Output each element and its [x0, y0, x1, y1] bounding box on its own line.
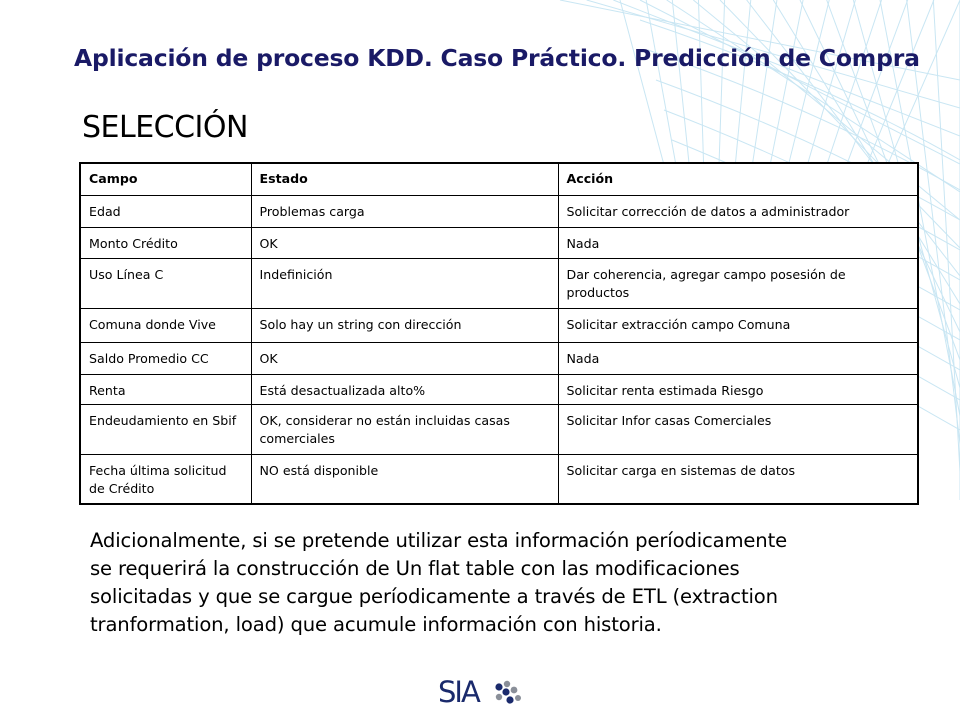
cell-estado: Problemas carga: [251, 195, 558, 227]
header-campo: Campo: [80, 163, 251, 195]
paragraph-line: Adicionalmente, si se pretende utilizar esta información períodicamente: [90, 529, 788, 552]
table-header-row: [80, 163, 918, 195]
cell-campo: Uso Línea C: [80, 258, 251, 308]
table-row: [80, 454, 918, 504]
cell-campo: Saldo Promedio CC: [80, 342, 251, 374]
table-row: [80, 374, 918, 404]
slide-title: Aplicación de proceso KDD. Caso Práctico. Predicción de Compra: [74, 44, 920, 72]
cell-accion: Solicitar extracción campo Comuna: [558, 308, 918, 342]
table-row: [80, 258, 918, 308]
cell-campo: Fecha última solicitud de Crédito: [80, 454, 251, 504]
table-row: [80, 308, 918, 342]
paragraph-line: solicitadas y que se cargue períodicamente a través de ETL (extraction: [90, 585, 778, 608]
cell-estado: OK: [251, 342, 558, 374]
selection-table: [79, 162, 919, 505]
cell-estado: OK: [251, 227, 558, 258]
cell-estado: Solo hay un string con dirección: [251, 308, 558, 342]
cell-campo: Monto Crédito: [80, 227, 251, 258]
header-accion: Acción: [558, 163, 918, 195]
cell-campo: Renta: [80, 374, 251, 404]
cell-accion: Solicitar carga en sistemas de datos: [558, 454, 918, 504]
paragraph-line: se requerirá la construcción de Un flat table con las modificaciones: [90, 557, 740, 580]
table-row: [80, 195, 918, 227]
cell-accion: Solicitar renta estimada Riesgo: [558, 374, 918, 404]
cell-estado: OK, considerar no están incluidas casas comerciales: [251, 404, 558, 454]
cell-accion: Nada: [558, 342, 918, 374]
body-paragraph: [90, 527, 890, 639]
cell-campo: Endeudamiento en Sbif: [80, 404, 251, 454]
logo-text: SIA: [438, 675, 479, 709]
cell-estado: Indefinición: [251, 258, 558, 308]
cell-estado: NO está disponible: [251, 454, 558, 504]
cell-estado: Está desactualizada alto%: [251, 374, 558, 404]
section-heading: SELECCIÓN: [82, 110, 248, 145]
cell-accion: Solicitar corrección de datos a administrador: [558, 195, 918, 227]
cell-accion: Dar coherencia, agregar campo posesión de productos: [558, 258, 918, 308]
cell-campo: Comuna donde Vive: [80, 308, 251, 342]
table-row: [80, 342, 918, 374]
cell-accion: Solicitar Infor casas Comerciales: [558, 404, 918, 454]
cell-campo: Edad: [80, 195, 251, 227]
header-estado: Estado: [251, 163, 558, 195]
paragraph-line: tranformation, load) que acumule información con historia.: [90, 613, 662, 636]
table-row: [80, 227, 918, 258]
cell-accion: Nada: [558, 227, 918, 258]
sia-logo: [438, 675, 528, 713]
logo-dots-icon: [493, 679, 525, 707]
table-row: [80, 404, 918, 454]
